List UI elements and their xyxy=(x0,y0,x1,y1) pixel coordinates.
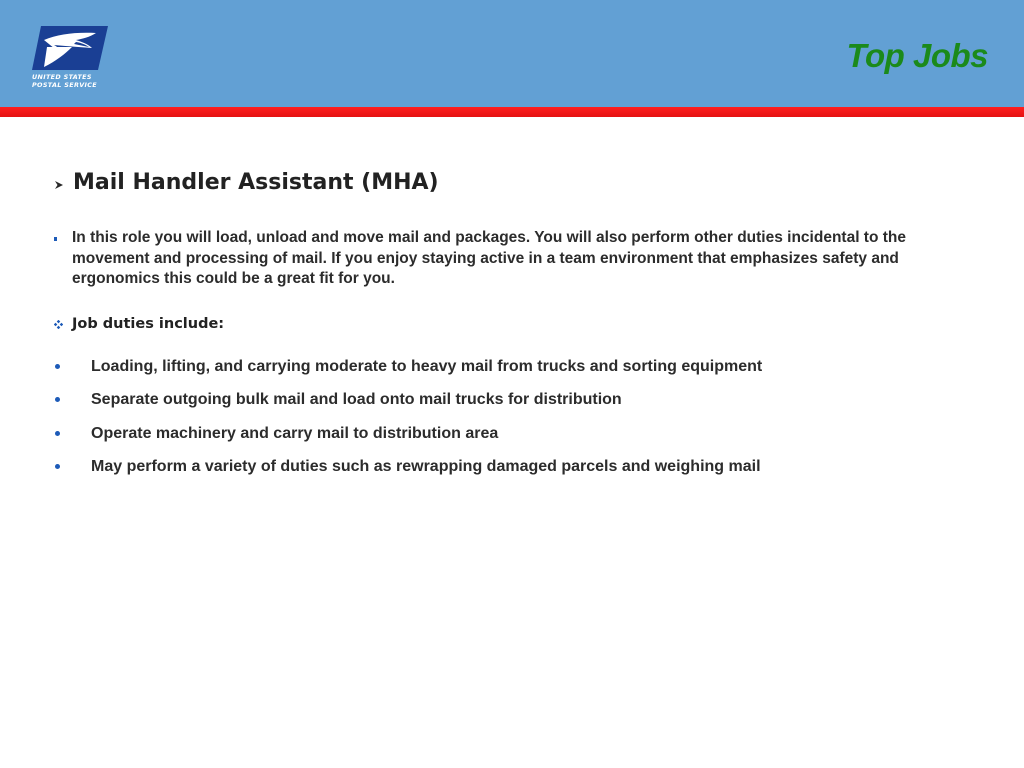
duty-text: Separate outgoing bulk mail and load onto mail trucks for distribution xyxy=(91,391,622,408)
arrow-bullet-icon xyxy=(54,180,64,190)
duty-text: Loading, lifting, and carrying moderate to heavy mail from trucks and sorting equipment xyxy=(91,358,763,375)
header-divider xyxy=(0,107,1024,117)
duties-label: Job duties include: xyxy=(72,316,225,332)
section-heading: Mail Handler Assistant (MHA) xyxy=(73,170,439,195)
dot-bullet-icon xyxy=(55,397,60,402)
logo-line-1: UNITED STATES xyxy=(32,73,92,81)
header-bar xyxy=(0,0,1024,107)
duty-item xyxy=(54,423,954,445)
dot-bullet-icon xyxy=(55,431,60,436)
duty-item xyxy=(54,456,954,478)
usps-logo xyxy=(32,24,112,90)
duty-text: May perform a variety of duties such as rewrapping damaged parcels and weighing mail xyxy=(91,458,761,475)
intro-paragraph xyxy=(54,228,954,290)
duty-item xyxy=(54,356,954,378)
usps-logo-wordmark xyxy=(32,73,104,89)
duty-text: Operate machinery and carry mail to distribution area xyxy=(91,425,499,442)
square-bullet-icon xyxy=(54,237,57,241)
usps-eagle-icon xyxy=(32,24,108,72)
duty-item xyxy=(54,389,954,411)
logo-line-2: POSTAL SERVICE xyxy=(32,81,97,89)
intro-text: In this role you will load, unload and move mail and packages. You will also perform other duties incidental to the movement and processing of mail. If you enjoy staying active in a team environment that emphasizes safety and ergonomics this could be a great fit for you. xyxy=(72,229,906,287)
dot-bullet-icon xyxy=(55,364,60,369)
page-title: Top Jobs xyxy=(846,37,988,74)
diamond-bullet-icon xyxy=(54,320,63,329)
dot-bullet-icon xyxy=(55,464,60,469)
